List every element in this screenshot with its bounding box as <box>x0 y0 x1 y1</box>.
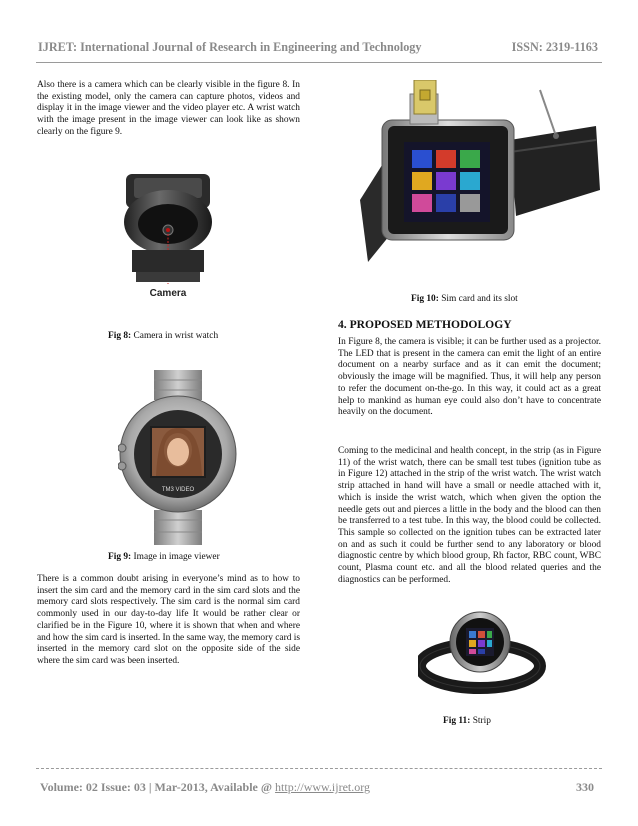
fig11-caption: Fig 11: Strip <box>443 716 491 726</box>
page-footer <box>36 778 602 796</box>
right-medical-paragraph: Coming to the medicinal and health concept, in the strip (as in Figure 11) of the wrist watch, there can be small test tubes (ignition tube as in Figure 12) attached in the strip of the wrist watch. The wrist watch strip attached in hand will have a small or needle attached with it, which is inside the wrist watch, which when given the option the needle gets out and pierces a little in the body and the blood can then be transferred to a test tube. In this way, the blood could be collected. This sample so collected on the ignition tubes can be extracted later on and as such it could be further send to any laboratory or blood diagnostic centre by which blood group, Rh factor, RBC count, WBC count, Plasma count etc. and all the blood related queries and the diagnostics can be performed. <box>338 446 601 585</box>
left-sim-card-paragraph: There is a common doubt arising in everyone’s mind as to how to insert the sim card and the memory card in the sim card slots and the memory card slots respectively. The sim card is the normal sim card commonly used in our day-to-day life It would be rather clear or clarified be in the Figure 10, where it is shown that when and where and how the sim card is inserted. In the same way, the memory card is inserted in the memory card slot on the opposite side of the side where the sim card was been inserted. <box>37 574 300 666</box>
fig10-caption: Fig 10: Sim card and its slot <box>411 294 518 304</box>
issn: ISSN: 2319-1163 <box>511 40 598 54</box>
fig8-caption: Fig 8: Camera in wrist watch <box>108 331 219 341</box>
footer-citation: Volume: 02 Issue: 03 | Mar-2013, Available @ http://www.ijret.org <box>40 780 371 794</box>
journal-title: IJRET: International Journal of Research in Engineering and Technology <box>38 40 422 54</box>
fig10-sim-card-watch-image <box>360 80 600 280</box>
fig8-camera-watch-image <box>118 172 218 302</box>
right-projector-paragraph: In Figure 8, the camera is visible; it can be further used as a projector. The LED that is present in the camera can emit the light of an entire document on a nearby surface and as it can emit the document; obviously the image will be magnified. Thus, it will help any person to refer the document on-the-go. In this way, it could act as a great help to mankind as human eye could also don’t have to concentrate heavily on the document. <box>338 337 601 418</box>
page-number: 330 <box>576 780 594 794</box>
journal-url-link[interactable]: http://www.ijret.org <box>275 780 371 794</box>
header-rule <box>36 62 602 63</box>
left-intro-paragraph: Also there is a camera which can be clearly visible in the figure 8. In the existing model, only the camera can capture photos, videos and display it in the image viewer and the video player etc. A wrist watch with the image present in the image viewer can look like as shown clearly on the figure 9. <box>37 80 300 137</box>
section-heading-proposed-methodology: 4. PROPOSED METHODOLOGY <box>338 318 512 331</box>
page-header <box>36 36 602 58</box>
footer-rule <box>36 768 602 769</box>
fig8-camera-label: Camera <box>149 288 187 299</box>
fig11-strip-watch-image <box>418 608 548 700</box>
fig9-caption: Fig 9: Image in image viewer <box>108 552 220 562</box>
fig9-image-viewer-watch-image <box>118 370 238 545</box>
fig9-bezel-text: TM3 VIDEO <box>161 487 195 493</box>
